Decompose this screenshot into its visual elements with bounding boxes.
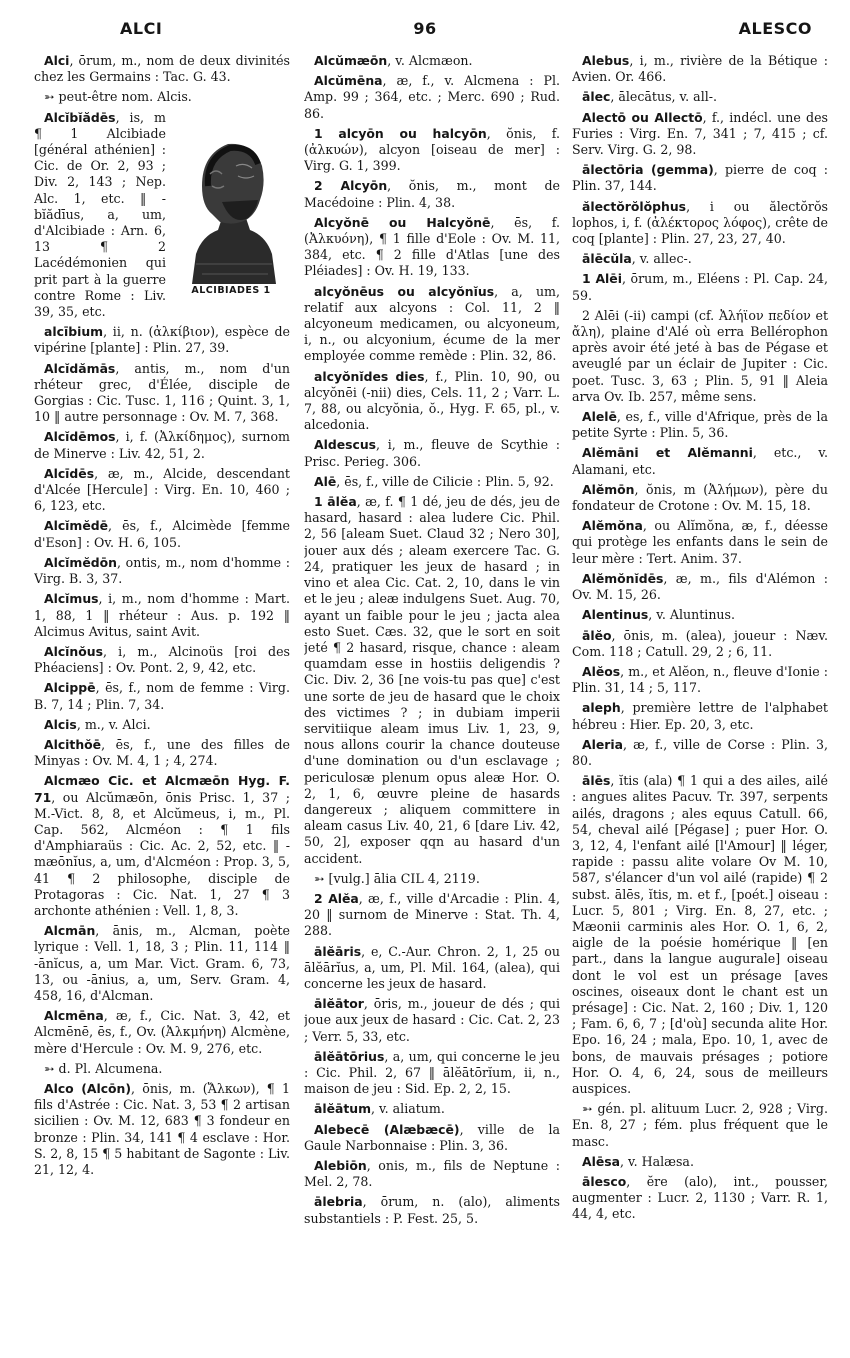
dictionary-entry: Alĕos, m., et Alĕon, n., fleuve d'Ionie : Plin. 31, 14 ; 5, 117.	[572, 663, 828, 696]
dictionary-entry: Alebiōn, onis, m., fils de Neptune : Mel. 2, 78.	[304, 1158, 560, 1190]
dictionary-entry: Alcĭdămās, antis, m., nom d'un rhéteur grec, d'Élée, disciple de Gorgias : Cic. Tusc. 1, 116 ; Quint. 3, 1, 10 ‖ autre personnage : Ov. M. 7, 368.	[34, 360, 290, 425]
dictionary-entry: Alcŭmēna, æ, f., v. Alcmena : Pl. Amp. 99 ; 364, etc. ; Merc. 690 ; Rud. 86.	[304, 73, 560, 121]
dictionary-entry: ălectŏrŏlŏphus, i ou ălectŏrŏs lophos, i, f. (ἀλέκτορος λόφος), crête de coq [plante] : Plin. 27, 23, 27, 40.	[572, 198, 828, 247]
dictionary-entry: ālĕātor, ōris, m., joueur de dés ; qui joue aux jeux de hasard : Cic. Cat. 2, 23 ; Verr. 5, 33, etc.	[304, 996, 560, 1044]
dictionary-entry: 2 Alcyōn, ŏnis, m., mont de Macédoine : Plin. 4, 38.	[304, 178, 560, 210]
dictionary-entry: Alco (Alcōn), ōnis, m. (Ἄλκων), ¶ 1 fils d'Astrée : Cic. Nat. 3, 53 ¶ 2 artisan sicilien : Ov. M. 12, 683 ¶ 3 fondeur en bronze : Plin. 34, 141 ¶ 4 esclave : Hor. S. 2, 8, 15 ¶ 5 habitant de Sagonte : Liv. 21, 12, 4.	[34, 1080, 290, 1177]
dictionary-entry: ālĕo, ōnis, m. (alea), joueur : Næv. Com. 118 ; Catull. 29, 2 ; 6, 11.	[572, 627, 828, 659]
dictionary-entry: Alĕmōn, ŏnis, m (Ἀλήμων), père du fondateur de Crotone : Ov. M. 15, 18.	[572, 481, 828, 514]
dictionary-entry: ālĕāris, e, C.-Aur. Chron. 2, 1, 25 ou ālĕārĭus, a, um, Pl. Mil. 164, (alea), qui concerne les jeux de hasard.	[304, 943, 560, 991]
page-number: 96	[413, 19, 437, 38]
dictionary-entry: 2 Alĕa, æ, f., ville d'Arcadie : Plin. 4, 20 ‖ surnom de Minerve : Stat. Th. 4, 288.	[304, 890, 560, 939]
dictionary-entry: Alē, ēs, f., ville de Cilicie : Plin. 5, 92.	[314, 473, 554, 489]
column-3	[572, 53, 828, 1348]
dictionary-entry: ālec, ālecātus, v. all-.	[582, 89, 718, 105]
right-running-head: ALESCO	[738, 19, 812, 38]
dictionary-entry: Alcmān, ānis, m., Alcman, poète lyrique : Vell. 1, 18, 3 ; Plin. 11, 114 ‖ -ānĭcus, a, um Mar. Vict. Gram. 6, 73, 13, ou -ānius, a, um, Serv. Gram. 4, 458, 16, d'Alcman.	[34, 923, 290, 1003]
dictionary-entry: Alcĭdēmos, i, f. (Ἀλκίδημος), surnom de Minerve : Liv. 42, 51, 2.	[34, 429, 290, 461]
dictionary-entry: ālēs, ĭtis (ala) ¶ 1 qui a des ailes, ailé : angues alites Pacuv. Tr. 397, serpents ailés, dragons ; ales equus Catull. 66, 54, cheval ailé [Pégase] ; puer Hor. O. 3, 12, 4, l'enfant ailé [l'Amour] ‖ léger, rapide : passu alite volare Ov M. 10, 587, s'élancer d'un vol ailé (rapide) ¶ 2 subst. ālēs, ĭtis, m. et f., [poét.] oiseau : Lucr. 5, 801 ; Virg. En. 8, 27, etc. ; Mæonii carminis ales Hor. O. 1, 6, 2, aigle de la poésie homérique ‖ [en part., dans la langue augurale] oiseau dont le vol est un présage [aves oscines, oiseaux dont le chant est un présage] : Cic. Nat. 2, 160 ; Div. 1, 120 ; Fam. 6, 6, 7 ; [d'où] secunda alite Hor. Epo. 16, 24 ; mala, Epo. 10, 1, avec de bons, de mauvais présages ; potiore Hor. O. 4, 6, 24, sous de meilleurs auspices.	[572, 773, 828, 1096]
dictionary-entry: 1 ālĕa, æ, f. ¶ 1 dé, jeu de dés, jeu de hasard, hasard : alea ludere Cic. Phil. 2, 56 [aleam Suet. Claud 32 ; Nero 30], jouer aux dés ; aleam exercere Tac. G. 24, pratiquer les jeux de hasard ; in vino et alea Cic. Cat. 2, 10, dans le vin et le jeu ; aleæ indulgens Suet. Aug. 70, ayant un faible pour le jeu ; jacta alea esto Suet. Cæs. 32, que le sort en soit jeté ¶ 2 hasard, risque, chance : aleam quamdam esse in hostiis deligendis ? Cic. Div. 2, 36 [ne vois-tu pas que] c'est une sorte de jeu de hasard que le choix des victimes ? ; in dubiam imperii servitiique aleam imus Liv. 1, 23, 9, nous allons courir la chance douteuse d'une domination ou d'un esclavage ; periculosæ plenum opus aleæ Hor. O. 2, 1, 6, œuvre pleine de hasards dangereux ; aliquem committere in aleam casus Liv. 40, 21, 6 [dare Liv. 42, 50, 2], exposer qqn au hasard d'un accident.	[304, 494, 560, 866]
dictionary-entry: Alebus, i, m., rivière de la Bétique : Avien. Or. 466.	[572, 53, 828, 85]
dictionary-entry: aleph, première lettre de l'alphabet hébreu : Hier. Ep. 20, 3, etc.	[572, 700, 828, 732]
dictionary-entry: Alectō ou Allectō, f., indécl. une des Furies : Virg. En. 7, 341 ; 7, 415 ; cf. Serv. Virg. G. 2, 98.	[572, 109, 828, 158]
dictionary-entry: Alcŭmæōn, v. Alcmæon.	[314, 53, 473, 68]
dictionary-entry: Alcĭbĭădēs, is, m ¶ 1 Alcibiade [général athénien] : Cic. de Or. 2, 93 ; Div. 2, 143 ; Nep. Alc. 1, etc. ‖ -bĭădīus, a, um, d'Alcibiade : Arn. 6, 13 ¶ 2 Lacédémonien qui prit part à la guerre contre Rome : Liv. 39, 35, etc.	[34, 109, 166, 320]
dictionary-entry: ālesco, ĕre (alo), int., pousser, augmenter : Lucr. 2, 1130 ; Varr. R. 1, 44, 4, etc.	[572, 1174, 828, 1222]
dictionary-entry: ālĕātōrius, a, um, qui concerne le jeu : Cic. Phil. 2, 67 ‖ ālĕātōrĭum, ii, n., maison de jeu : Sid. Ep. 2, 2, 15.	[304, 1048, 560, 1097]
dictionary-entry: Alelē, es, f., ville d'Afrique, près de la petite Syrte : Plin. 5, 36.	[572, 409, 828, 441]
dictionary-entry: ālēcŭla, v. allec-.	[582, 251, 692, 267]
page-header	[0, 0, 850, 48]
dictionary-entry: 2 Alēi (-ii) campi (cf. Ἀλήϊον πεδίον et ἄλη), plaine d'Alé où erra Bellérophon après avoir été jeté à bas de Pégase et aveuglé par un éclair de Jupiter : Cic. poet. Tusc. 3, 63 ; Plin. 5, 91 ‖ Aleia arva Ov. Ib. 257, même sens.	[572, 307, 828, 404]
dictionary-entry: alcībium, ii, n. (ἀλκίβιον), espèce de vipérine [plante] : Plin. 27, 39.	[34, 324, 290, 356]
dictionary-entry: Alcyŏnē ou Halcyŏnē, ēs, f. (Ἀλκυόνη), ¶ 1 fille d'Eole : Ov. M. 11, 384, etc. ¶ 2 fille d'Atlas [une des Pléiades] : Ov. H. 19, 133.	[304, 214, 560, 279]
dictionary-entry: Aleria, æ, f., ville de Corse : Plin. 3, 80.	[572, 736, 828, 768]
dictionary-note: ➳ [vulg.] ālia CIL 4, 2119.	[314, 870, 480, 886]
portrait-caption: ALCIBIADES 1	[191, 284, 271, 296]
dictionary-entry: Alcis, m., v. Alci.	[44, 716, 151, 732]
dictionary-entry: Alcīdēs, æ, m., Alcide, descendant d'Alcée [Hercule] : Virg. En. 10, 460 ; 6, 123, etc.	[34, 465, 290, 514]
dictionary-columns	[34, 53, 830, 1348]
dictionary-entry: Alcippē, ēs, f., nom de femme : Virg. B. 7, 14 ; Plin. 7, 34.	[34, 680, 290, 712]
dictionary-entry: ālectōria (gemma), pierre de coq : Plin. 37, 144.	[572, 162, 828, 194]
alcibiades-portrait	[172, 114, 290, 297]
dictionary-entry: ālĕātum, v. aliatum.	[314, 1101, 445, 1117]
dictionary-note: ➳ gén. pl. alituum Lucr. 2, 928 ; Virg. En. 8, 27 ; fém. plus fréquent que le masc.	[572, 1101, 828, 1149]
dictionary-note: ➳ peut-être nom. Alcis.	[44, 89, 192, 105]
column-2	[304, 53, 560, 1348]
dictionary-entry: Alcithŏē, ēs, f., une des filles de Minyas : Ov. M. 4, 1 ; 4, 274.	[34, 736, 290, 769]
column-1	[34, 53, 290, 1348]
dictionary-entry: Alebecē (Alæbæcē), ville de la Gaule Narbonnaise : Plin. 3, 36.	[304, 1121, 560, 1153]
dictionary-entry: 1 alcyōn ou halcyōn, ŏnis, f. (ἀλκυών), alcyon [oiseau de mer] : Virg. G. 1, 399.	[304, 125, 560, 174]
dictionary-entry: Alcĭmus, i, m., nom d'homme : Mart. 1, 88, 1 ‖ rhéteur : Aus. p. 192 ‖ Alcimus Avitus, saint Avit.	[34, 591, 290, 639]
dictionary-note: ➳ d. Pl. Alcumena.	[44, 1060, 163, 1076]
bust-engraving-icon	[172, 114, 290, 284]
dictionary-entry: Alĕmŏnĭdēs, æ, m., fils d'Alémon : Ov. M. 15, 26.	[572, 570, 828, 603]
dictionary-entry: Alēsa, v. Halæsa.	[582, 1153, 694, 1169]
dictionary-entry: Alci, ōrum, m., nom de deux divinités chez les Germains : Tac. G. 43.	[34, 53, 290, 85]
dictionary-entry: Alĕmāni et Alĕmanni, etc., v. Alamani, etc.	[572, 445, 828, 477]
dictionary-entry: alcyŏnēus ou alcyŏnĭus, a, um, relatif aux alcyons : Col. 11, 2 ‖ alcyoneum medicamen, ou alcyoneum, i, n., ou alcyonium, écume de la mer employée comme remède : Plin. 32, 86.	[304, 283, 560, 364]
dictionary-entry: Alcĭmĕdōn, ontis, m., nom d'homme : Virg. B. 3, 37.	[34, 554, 290, 587]
dictionary-entry: Alcĭmĕdē, ēs, f., Alcimède [femme d'Eson] : Ov. H. 6, 105.	[34, 518, 290, 550]
dictionary-entry: ālebria, ōrum, n. (alo), aliments substantiels : P. Fest. 25, 5.	[304, 1194, 560, 1226]
dictionary-entry: Alcĭnŏus, i, m., Alcinoüs [roi des Phéaciens] : Ov. Pont. 2, 9, 42, etc.	[34, 643, 290, 676]
left-running-head: ALCI	[120, 19, 163, 38]
dictionary-entry: Alcmæo Cic. et Alcmæōn Hyg. F. 71, ou Alcŭmæōn, ōnis Prisc. 1, 37 ; M.-Vict. 8, 8, et Alcŭmeus, i, m., Pl. Cap. 562, Alcméon : ¶ 1 fils d'Amphiaraüs : Cic. Ac. 2, 52, etc. ‖ -mæōnĭus, a, um, d'Alcméon : Prop. 3, 5, 41 ¶ 2 philosophe, disciple de Protagoras : Cic. Nat. 1, 27 ¶ 3 archonte athénien : Vell. 1, 8, 3.	[34, 773, 290, 918]
dictionary-entry: Alentinus, v. Aluntinus.	[582, 607, 736, 623]
dictionary-entry: Aldescus, i, m., fleuve de Scythie : Prisc. Perieg. 306.	[304, 437, 560, 469]
dictionary-entry: 1 Alēi, ōrum, m., Eléens : Pl. Cap. 24, 59.	[572, 271, 828, 303]
dictionary-entry: alcyŏnĭdes dies, f., Plin. 10, 90, ou alcyŏnēi (-nii) dies, Cels. 11, 2 ; Varr. L. 7, 88, ou alcyŏnia, ŏ., Hyg. F. 65, pl., v. alcedonia.	[304, 368, 560, 433]
dictionary-entry: Alcmēna, æ, f., Cic. Nat. 3, 42, et Alcmēnē, ēs, f., Ov. (Ἀλκμήνη) Alcmène, mère d'Hercule : Ov. M. 9, 276, etc.	[34, 1008, 290, 1056]
dictionary-entry: Alĕmŏna, ou Alĭmŏna, æ, f., déesse qui protège les enfants dans le sein de leur mère : Tert. Anim. 37.	[572, 518, 828, 566]
